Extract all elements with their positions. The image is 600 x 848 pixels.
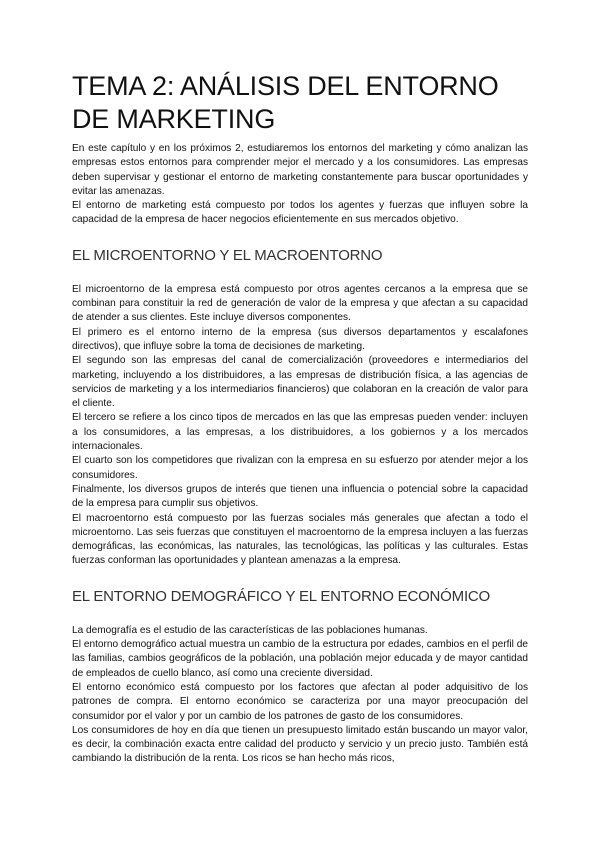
section2-paragraph-3: El entorno económico está compuesto por los factores que afectan al poder adquisitivo de los patrones de compra. El entorno económico se caracteriza por una mayor preocupación del consumidor por el valor y por un cambio de los patrones de gasto de los consumidores. bbox=[72, 681, 528, 722]
intro-paragraph-1: En este capítulo y en los próximos 2, estudiaremos los entornos del marketing y cómo analizan las empresas estos entornos para comprender mejor el mercado y a los consumidores. Las empresas deben supervisar y gestionar el entorno de marketing constantemente para buscar oportunidades y evitar las amenazas. bbox=[72, 143, 528, 197]
section-heading-microentorno: EL MICROENTORNO Y EL MACROENTORNO bbox=[72, 246, 383, 264]
section1-paragraph-5: El cuarto son los competidores que rivalizan con la empresa en su esfuerzo por atender mejor a los consumidores. bbox=[72, 455, 528, 481]
section2-paragraph-2: El entorno demográfico actual muestra un cambio de la estructura por edades, cambios en el perfil de las familias, cambios geográficos de la población, una población mejor educada y de mayor cantidad de empleados de cuello blanco, así como una creciente diversidad. bbox=[72, 639, 528, 679]
document-page bbox=[72, 70, 528, 767]
section1-paragraph-7: El macroentorno está compuesto por las fuerzas sociales más generales que afectan a todo el microentorno. Las seis fuerzas que constituyen el macroentorno de la empresa incluyen a las fuerzas demográficas, las económicas, las naturales, las tecnológicas, las políticas y las culturales. Estas fuerzas conforman las oportunidades y plantean amenazas a la empresa. bbox=[72, 512, 528, 567]
section-heading-demografico: EL ENTORNO DEMOGRÁFICO Y EL ENTORNO ECONÓMICO bbox=[72, 587, 491, 605]
section1-paragraph-2: El primero es el entorno interno de la empresa (sus diversos departamentos y escalafones directivos), que influye sobre la toma de decisiones de marketing. bbox=[72, 326, 528, 352]
intro-paragraph-2: El entorno de marketing está compuesto por todos los agentes y fuerzas que influyen sobre la capacidad de la empresa de hacer negocios eficientemente en sus mercados objetivo. bbox=[72, 200, 528, 226]
section1-paragraph-6: Finalmente, los diversos grupos de interés que tienen una influencia o potencial sobre la capacidad de la empresa para cumplir sus objetivos. bbox=[72, 483, 528, 510]
section2-paragraph-1: La demografía es el estudio de las características de las poblaciones humanas. bbox=[72, 624, 428, 636]
section1-paragraph-1: El microentorno de la empresa está compuesto por otros agentes cercanos a la empresa que se combinan para constituir la red de generación de valor de la empresa y que afectan a su capacidad de atender a sus clientes. Este incluye diversos componentes. bbox=[72, 283, 528, 324]
section1-paragraph-3: El segundo son las empresas del canal de comercialización (proveedores e intermediarios del marketing, incluyendo a los distribuidores, a las empresas de distribución física, a las agencias de servicios de marketing y a los intermediarios financieros) que colaboran en la creación de valor para el cliente. bbox=[72, 355, 528, 410]
page-title: TEMA 2: ANÁLISIS DEL ENTORNO DE MARKETING bbox=[72, 71, 499, 134]
section2-paragraph-4: Los consumidores de hoy en día que tienen un presupuesto limitado están buscando un mayor valor, es decir, la combinación exacta entre calidad del producto y servicio y un precio justo. También está cambiando la distribución de la renta. Los ricos se han hecho más ricos, bbox=[72, 724, 528, 765]
section1-paragraph-4: El tercero se refiere a los cinco tipos de mercados en las que las empresas pueden vender: incluyen a los consumidores, a las empresas, a los distribuidores, a los gobiernos y a los mercados internacionales. bbox=[72, 412, 528, 453]
